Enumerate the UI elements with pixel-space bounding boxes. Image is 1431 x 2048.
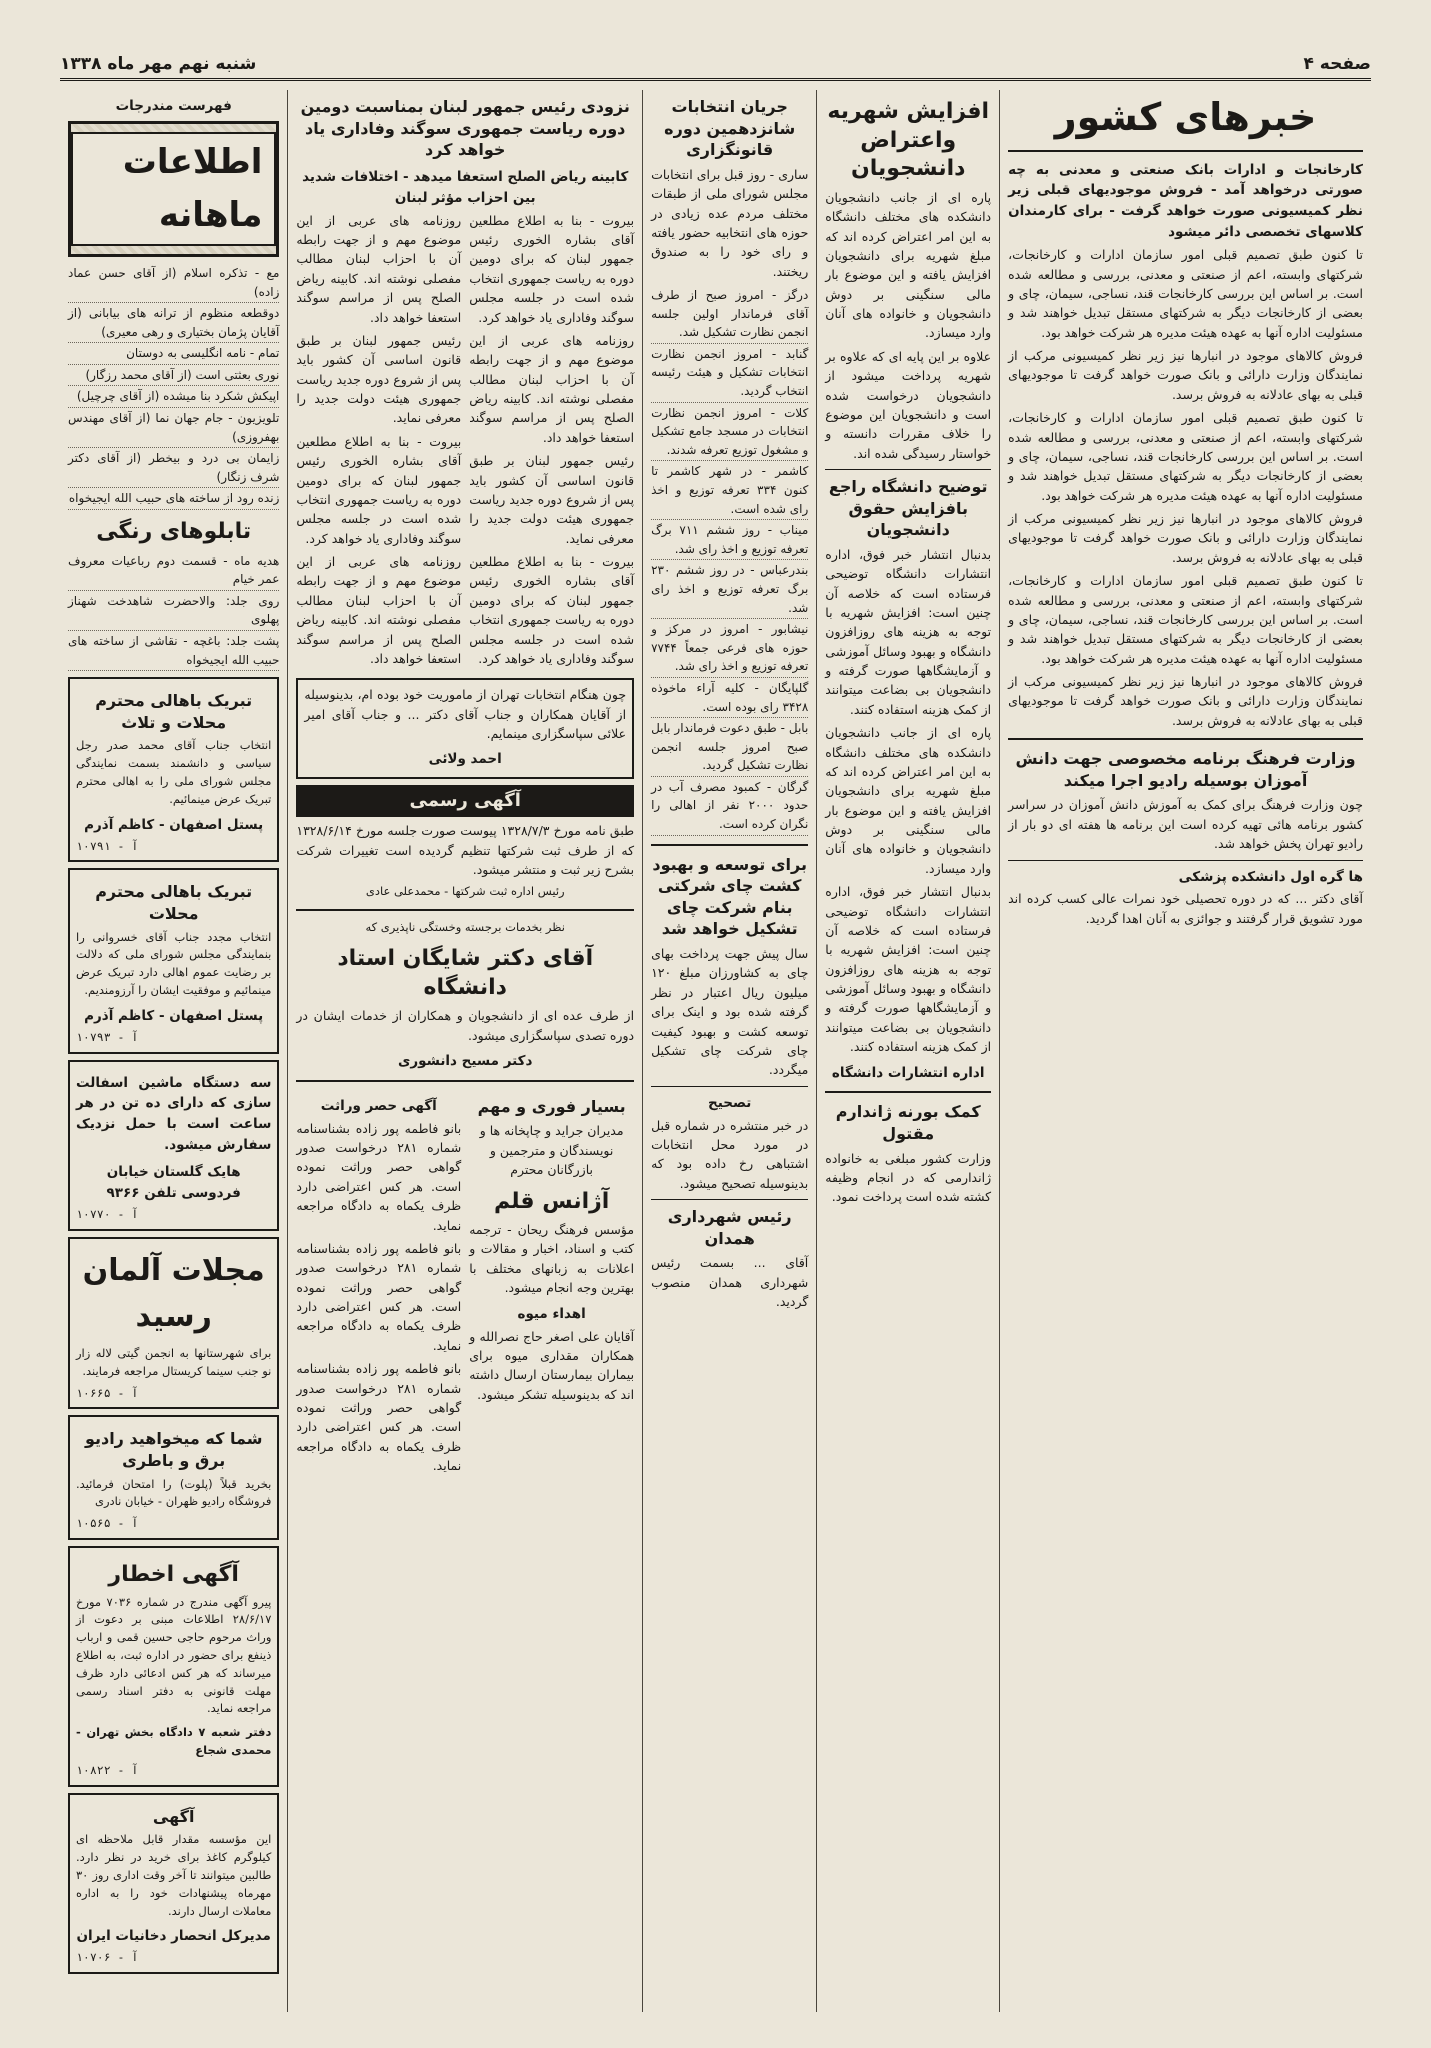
- town-report: گرگان - کمبود مصرف آب در حدود ۲۰۰۰ نفر از اهالی را نگران کرده است.: [651, 777, 808, 836]
- gendarme-headline: کمک بورنه ژاندارم مقتول: [835, 1102, 981, 1144]
- warning-body: پیرو آگهی مندرج در شماره ۷۰۳۶ مورخ ۲۸/۶/۱۷ اطلاعات مبنی بر دعوت از وراث مرحوم حاجی حسین قمی و ارباب ذینفع برای حضور در اداره ثبت، به اطلاع میرساند که هر کس ادعائی دارد ظرف مهلت قانونی به دفتر اسناد رسمی مراجعه نماید.: [76, 1594, 272, 1716]
- important-headline: بسیار فوری و مهم: [477, 1096, 626, 1116]
- elections-body: ساری - روز قبل برای انتخابات مجلس شورای ملی از طبقات مختلف مردم عده زیادی در حوزه های انتخابیه حضور یافته و رای خود را به صندوق ریختند.: [651, 166, 809, 279]
- col-national-news: [999, 90, 1371, 2012]
- contents-item: اپیکش شکرد بنا میشده (از آقای چرچیل): [68, 386, 279, 408]
- elections-headline: جریان انتخابات شانزدهمین دوره قانونگزاری: [664, 97, 796, 160]
- divider: [296, 1080, 634, 1082]
- donation-headline: اهداء میوه: [517, 1305, 586, 1322]
- colored-painting-item: هدیه ماه - قسمت دوم رباعیات معروف عمر خیام: [68, 551, 279, 591]
- medicine-headline: ها گره اول دانشکده پزشکی: [1178, 868, 1363, 885]
- warning-ad: [68, 1546, 279, 1787]
- divider: [825, 469, 991, 470]
- town-report: کلات - امروز انجمن نظارت انتخابات در مسجد جامع تشکیل و مشغول توزیع تعرفه شدند.: [651, 403, 808, 462]
- professor-sign: دکتر مسیح دانشوری: [398, 1052, 533, 1069]
- congrats-ad-1: [68, 677, 279, 862]
- congrats1-headline: تبریک باهالی محترم محلات و تلاث: [95, 691, 253, 732]
- divider: [1008, 150, 1363, 152]
- town-report: گلپایگان - کلیه آراء ماخوذه ۳۴۲۸ رای بوده است.: [651, 678, 808, 718]
- divider: [1008, 860, 1363, 861]
- inheritance-body-3: بانو فاطمه پور زاده بشناسنامه شماره ۲۸۱ درخواست صدور گواهی حصر وراثت نموده است. هر کس اعتراضی دارد ظرف یکماه به دادگاه مراجعه نماید.: [296, 1361, 462, 1474]
- town-reports: [651, 285, 808, 836]
- lebanon-body-8: روزنامه های عربی از این موضوع مهم و از جهت رابطه آن با احزاب لبنان مطالب مفصلی نوشته اند. کابینه ریاض الصلح پس از مراسم سوگند استعفا خواهد داد.: [296, 554, 462, 666]
- divider: [651, 1086, 808, 1087]
- town-report: میناب - روز ششم ۷۱۱ برگ تعرفه توزیع و اخذ رای شد.: [651, 520, 808, 560]
- magazine-name: اطلاعات ماهانه: [71, 132, 276, 245]
- divider: [296, 909, 634, 911]
- columns: [60, 90, 1371, 2012]
- german-body: برای شهرستانها به انجمن گیتی لاله زار نو جنب سینما کریستال مراجعه فرمایند.: [76, 1345, 272, 1378]
- contents-item: زنده رود از ساخته های حبیب الله ایجیخواه: [68, 488, 279, 510]
- contents-item: زایمان بی درد و بیخطر (از آقای دکتر شرف زنگار): [68, 448, 279, 488]
- magazine-masthead: [68, 121, 279, 257]
- lead-headline: کارخانجات و ادارات بانک صنعتی و معدنی به چه صورتی درخواهد آمد - فروش موجودیهای قبلی زیر نظر کمیسیونی صورت خواهد گرفت - برای کارمندان کلاسهای تخصصی دائر میشود: [1008, 161, 1363, 241]
- inheritance-body: بانو فاطمه پور زاده بشناسنامه شماره ۲۸۱ درخواست صدور گواهی حصر وراثت نموده است. هر کس اعتراضی دارد ظرف یکماه به دادگاه مراجعه نماید.: [296, 1120, 462, 1233]
- tobacco-body: این مؤسسه مقدار قابل ملاحظه ای کیلوگرم کاغذ برای خرید در نظر دارد. طالبین میتوانند تا آخر وقت اداری روز ۳۰ مهرماه پیشنهادات خود را به اداره معاملات ارسال دارند.: [76, 1832, 272, 1918]
- gendarme-body: وزارت کشور مبلغی به خانواده ژاندارمی که در انجام وظیفه کشته شده است پرداخت نمود.: [825, 1150, 992, 1205]
- issue-date: شنبه نهم مهر ماه ۱۳۳۸: [60, 54, 257, 74]
- congrats1-ref: آ - ۱۰۷۹۱: [76, 838, 139, 853]
- lebanon-body-7: بیروت - بنا به اطلاع مطلعین آقای بشاره الخوری رئیس جمهور لبنان که برای دومین دوره به ریاست جمهوری انتخاب شده است در جلسه مجلس سوگند وفاداری یاد خواهد کرد.: [296, 433, 462, 546]
- divider: [651, 844, 808, 846]
- machine-ref: آ - ۱۰۷۷۰: [76, 1207, 139, 1222]
- german-magazines-ad: [68, 1237, 279, 1409]
- congrats1-body: انتخاب جناب آقای محمد صدر رجل سیاسی و دانشمند بسمت نمایندگی مجلس شورای ملی را به اهالی محترم تبریک عرض مینمائیم.: [76, 738, 272, 806]
- page-header: [60, 50, 1371, 81]
- tuition-headline: افزایش شهریه واعتراض دانشجویان: [827, 99, 990, 182]
- tobacco-sign: مدیرکل انحصار دخانیات ایران: [76, 1928, 271, 1945]
- tobacco-headline: آگهی: [152, 1806, 195, 1826]
- lebanon-body-2: روزنامه های عربی از این موضوع مهم و از جهت رابطه آن با احزاب لبنان مطالب مفصلی نوشته اند. کابینه ریاض الصلح پس از مراسم سوگند استعفا خواهد داد.: [469, 332, 635, 445]
- town-report: بندرعباس - در روز ششم ۲۳۰ برگ تعرفه توزیع و اخذ رای شد.: [651, 560, 808, 619]
- town-report: کاشمر - در شهر کاشمر تا کنون ۳۳۴ تعرفه توزیع و اخذ رای شده است.: [651, 461, 808, 520]
- lebanon-subheadline: کابینه ریاض الصلح استعفا میدهد - اختلافات شدید بین احزاب مؤثر لبنان: [302, 168, 629, 206]
- explain-body-cont: پاره ای از جانب دانشجویان دانشکده های مختلف دانشگاه به این امر اعتراض کرده اند که مبلغ شهریه برای دانشجویان افزایش یافته و این موضوع بار مالی سنگینی بر دوش دانشجویان و خانواده های آنان وارد میسازد.: [825, 725, 992, 876]
- congrats1-sign: پستل اصفهان - کاظم آذرم: [84, 816, 264, 833]
- professor-intro: نظر بخدمات برجسته وخستگی ناپذیری که: [365, 920, 565, 935]
- contents-list: [68, 263, 279, 510]
- divider: [651, 1199, 808, 1200]
- congrats2-headline: تبریک باهالی محترم محلات: [95, 882, 253, 923]
- colored-paintings-headline: تابلوهای رنگی: [96, 519, 252, 545]
- congrats2-ref: آ - ۱۰۷۹۳: [76, 1029, 139, 1044]
- contents-item: تلویزیون - جام جهان نما (از آقای مهندس بهفروزی): [68, 408, 279, 448]
- culture-body: چون وزارت فرهنگ برای کمک به آموزش دانش آموزان در سراسر کشور برنامه هائی تهیه کرده است این برنامه ها هفته ای دو بار از رادیو تهران پخش خواهد شد.: [1008, 797, 1363, 852]
- donation-body: آقایان علی اصغر حاج نصرالله و همکاران مقداری میوه برای بیماران بیمارستان ارسال داشته اند که بدینوسیله تشکر میشود.: [469, 1328, 635, 1402]
- town-report: نیشابور - امروز در مرکز و حوزه های فرعی جمعاً ۷۷۴۴ تعرفه توزیع و اخذ رای شد.: [651, 619, 808, 678]
- thanks-notice: [296, 678, 634, 779]
- colored-painting-item: روی جلد: والاحضرت شاهدخت شهناز پهلوی: [68, 591, 279, 631]
- town-report: گنابد - امروز انجمن نظارت انتخابات تشکیل و هیئت رئیسه انتخاب گردید.: [651, 344, 808, 403]
- tobacco-ad: [68, 1793, 279, 1974]
- explain-body: بدنبال انتشار خبر فوق، اداره انتشارات دانشگاه توضیحی فرستاده است که خلاصه آن چنین است: افزایش شهریه با توجه به هزینه های روزافزون دانشگاه و بهبود وسائل آموزشی و آزمایشگاهها صورت گرفته و دانشجویان بی بضاعت میتوانند از کمک هزینه استفاده کنند.: [825, 546, 992, 717]
- news-title: خبرهای کشور: [1054, 95, 1317, 139]
- lebanon-body-1: بیروت - بنا به اطلاع مطلعین آقای بشاره الخوری رئیس جمهور لبنان که برای دومین دوره به ریاست جمهوری انتخاب شده است در جلسه مجلس سوگند وفاداری یاد خواهد کرد.: [469, 212, 635, 325]
- lebanon-headline: نزودی رئیس جمهور لبنان بمناسبت دومین دوره ریاست جمهوری سوگند وفاداری یاد خواهد کرد: [300, 97, 630, 160]
- mayor-headline: رئیس شهرداری همدان: [667, 1207, 792, 1248]
- congrats2-sign: پستل اصفهان - کاظم آذرم: [84, 1007, 264, 1024]
- page-number: صفحه ۴: [1303, 54, 1371, 74]
- correction-headline: تصحیح: [708, 1094, 752, 1111]
- inheritance-headline: آگهی حصر وراثت: [320, 1097, 437, 1114]
- professor-body: از طرف عده ای از دانشجویان و همکاران از خدمات ایشان در دوره تصدی سپاسگزاری میشود.: [296, 1008, 635, 1043]
- contents-item: تمام - نامه انگلیسی به دوستان: [68, 343, 279, 365]
- medicine-body: آقای دکتر ... که در دوره تحصیلی خود نمرات عالی کسب کرده اند مورد تشویق قرار گرفتند و جوائزی به آنان اهدا گردید.: [1008, 891, 1363, 926]
- town-report: بابل - طبق دعوت فرماندار بابل صبح امروز جلسه انجمن نظارت تشکیل گردید.: [651, 718, 808, 777]
- lead-body-4: فروش کالاهای موجود در انبارها نیز زیر نظر کمیسیونی مرکب از نمایندگان وزارت دارائی و بانک صورت خواهد گرفت تا موجودیهای قبلی به بهای عادلانه به فروش برسد.: [1008, 511, 1363, 565]
- col-ads: [60, 90, 287, 2012]
- tuition-body-2: علاوه بر این پایه ای که علاوه بر شهریه پرداخت میشود از دانشجویان درخواست شده است و دانشجویان این موضوع را خلاف مقررات دانسته و خواستار رسیدگی شده اند.: [825, 348, 992, 461]
- col-elections: [642, 90, 816, 2012]
- lead-body-2: فروش کالاهای موجود در انبارها نیز زیر نظر کمیسیونی مرکب از نمایندگان وزارت دارائی و بانک صورت خواهد گرفت تا موجودیهای قبلی به بهای عادلانه به فروش برسد.: [1008, 348, 1363, 402]
- lebanon-body-6: رئیس جمهور لبنان بر طبق قانون اساسی آن کشور باید پس از شروع دوره جدید ریاست جمهوری هیئت دولت جدید را معرفی نماید.: [296, 332, 462, 426]
- tuition-body-1: پاره ای از جانب دانشجویان دانشکده های مختلف دانشگاه به این امر اعتراض کرده اند که مبلغ شهریه برای دانشجویان افزایش یافته و این موضوع بار مالی سنگینی بر دوش دانشجویان و خانواده های آنان وارد میسازد.: [825, 189, 992, 341]
- agency-body: مؤسس فرهنگ ریحان - ترجمه کتب و اسناد، اخبار و مقالات و اعلانات به زبانهای مختلف با بهترین وجه انجام میشود.: [469, 1222, 635, 1296]
- explain-headline: توضیح دانشگاه راجع بافزایش حقوق دانشجویان: [828, 477, 988, 540]
- lebanon-body-columns: [296, 211, 634, 673]
- explain-signoff: اداره انتشارات دانشگاه: [831, 1064, 985, 1081]
- mayor-body: آقای ... بسمت رئیس شهرداری همدان منصوب گردید.: [651, 1255, 809, 1310]
- machine-contact: هایک گلستان خیابان فردوسی تلفن ۹۳۶۶: [106, 1164, 241, 1202]
- colored-painting-item: پشت جلد: باغچه - نقاشی از ساخته های حبیب الله ایجیخواه: [68, 631, 279, 671]
- machine-headline: سه دستگاه ماشین اسفالت سازی که دارای ده تن در هر ساعت است با حمل نزدیک سفارش میشود.: [76, 1074, 272, 1154]
- lebanon-body-4: بیروت - بنا به اطلاع مطلعین آقای بشاره الخوری رئیس جمهور لبنان که برای دومین دوره به ریاست جمهوری انتخاب شده است در جلسه مجلس سوگند وفاداری یاد خواهد کرد.: [469, 554, 635, 666]
- contents-item: نوری بعثتی است (از آقای محمد رزگار): [68, 365, 279, 387]
- lebanon-body-5: روزنامه های عربی از این موضوع مهم و از جهت رابطه آن با احزاب لبنان مطالب مفصلی نوشته اند. کابینه ریاض الصلح پس از مراسم سوگند استعفا خواهد داد.: [296, 212, 462, 325]
- tea-body: سال پیش جهت پرداخت بهای چای به کشاورزان مبلغ ۱۲۰ میلیون ریال اعتبار در نظر گرفته شده بود و اینک برای توسعه کشت و بهبود کیفیت چای شرکت چای تشکیل میگردد.: [651, 946, 809, 1078]
- machine-ad: [68, 1060, 279, 1231]
- lead-body-6: فروش کالاهای موجود در انبارها نیز زیر نظر کمیسیونی مرکب از نمایندگان وزارت دارائی و بانک صورت خواهد گرفت تا موجودیهای قبلی به بهای عادلانه به فروش برسد.: [1008, 674, 1363, 728]
- official-notice-body: طبق نامه مورخ ۱۳۲۸/۷/۳ پیوست صورت جلسه مورخ ۱۳۲۸/۶/۱۴ که از طرف ثبت شرکتها تنظیم گردیده است تغییرات شرکت بشرح زیر ثبت و منتشر میشود.: [296, 823, 635, 877]
- warning-ref: آ - ۱۰۸۲۲: [76, 1762, 139, 1777]
- professor-headline: آقای دکتر شایگان استاد دانشگاه: [337, 945, 594, 1000]
- colored-paintings-list: [68, 551, 279, 672]
- contents-title: فهرست مندرجات: [115, 98, 232, 114]
- col-lebanon: [287, 90, 642, 2012]
- official-notice-headline: آگهی رسمی: [296, 785, 634, 817]
- important-body: مدیران جراید و چاپخانه ها و نویسندگان و مترجمین و بازرگانان محترم: [479, 1123, 624, 1178]
- warning-headline: آگهی اخطار: [108, 1561, 239, 1587]
- bottom-notices: [296, 1090, 634, 1480]
- radio-ad: [68, 1415, 279, 1540]
- divider: [825, 1091, 991, 1093]
- lebanon-body-3: رئیس جمهور لبنان بر طبق قانون اساسی آن کشور باید پس از شروع دوره جدید ریاست جمهوری هیئت دولت جدید را معرفی نماید.: [469, 453, 635, 546]
- german-headline: مجلات آلمان رسید: [82, 1252, 265, 1335]
- correction-body: در خبر منتشره در شماره قبل در مورد محل انتخابات اشتباهی رخ داده بود که بدینوسیله تصحیح میشود.: [651, 1117, 809, 1191]
- tobacco-ref: آ - ۱۰۷۰۶: [76, 1950, 139, 1965]
- congrats-ad-2: [68, 868, 279, 1053]
- radio-body: بخرید قبلاً (پلوت) را امتحان فرمائید. فروشگاه رادیو ظهران - خیابان نادری: [76, 1476, 272, 1509]
- official-notice-sign: رئیس اداره ثبت شرکتها - محمدعلی عادی: [365, 884, 565, 899]
- lead-body-5: تا کنون طبق تصمیم قبلی امور سازمان ادارات و کارخانجات، شرکتهای وابسته، اعم از صنعتی و معدنی، بررسی و مطالعه شده است. بر اساس این بررسی کارخانجات قند، نساجی، سیمان، چای و بعضی از کارخانجات دیگر به شرکتهای مستقل تبدیل خواهند شد و مسئولیت اداره آنها به عهده هیئت مدیره هر شرکت خواهد بود.: [1008, 573, 1363, 666]
- congrats2-body: انتخاب مجدد جناب آقای خسروانی را بنمایندگی مجلس شورای ملی که دلالت بر رضایت عموم اهالی دارد تبریک عرض مینمائیم و موفقیت ایشان را آرزومندیم.: [76, 929, 272, 997]
- warning-sign: دفتر شعبه ۷ دادگاه بخش تهران - محمدی شجاع: [76, 1725, 272, 1758]
- contents-item: مع - تذکره اسلام (از آقای حسن عماد زاده): [68, 263, 279, 303]
- agency-name: آژانس قلم: [493, 1188, 610, 1214]
- lead-body: تا کنون طبق تصمیم قبلی امور سازمان ادارات و کارخانجات، شرکتهای وابسته، اعم از صنعتی و معدنی، بررسی و مطالعه شده است. بر اساس این بررسی کارخانجات قند، نساجی، سیمان، چای و بعضی از کارخانجات دیگر به شرکتهای مستقل تبدیل خواهند شد و مسئولیت اداره آنها به عهده هیئت مدیره هر شرکت خواهد بود.: [1008, 247, 1363, 340]
- contents-item: دوقطعه منظوم از ترانه های بیابانی (از آقایان پژمان بختیاری و رهی معیری): [68, 303, 279, 343]
- german-ref: آ - ۱۰۶۶۵: [76, 1385, 139, 1400]
- radio-headline: شما که میخواهید رادیو برق و باطری: [84, 1429, 263, 1470]
- inheritance-body-2: بانو فاطمه پور زاده بشناسنامه شماره ۲۸۱ درخواست صدور گواهی حصر وراثت نموده است. هر کس اعتراضی دارد ظرف یکماه به دادگاه مراجعه نماید.: [296, 1240, 462, 1353]
- divider: [1008, 738, 1363, 740]
- tea-headline: برای توسعه و بهبود کشت چای شرکتی بنام شرکت چای تشکیل خواهد شد: [652, 854, 807, 939]
- radio-ref: آ - ۱۰۵۶۵: [76, 1516, 139, 1531]
- lead-body-3: تا کنون طبق تصمیم قبلی امور سازمان ادارات و کارخانجات، شرکتهای وابسته، اعم از صنعتی و معدنی، بررسی و مطالعه شده است. بر اساس این بررسی کارخانجات قند، نساجی، سیمان، چای و بعضی از کارخانجات دیگر به شرکتهای مستقل تبدیل خواهند شد و مسئولیت اداره آنها به عهده هیئت مدیره هر شرکت خواهد بود.: [1008, 410, 1363, 503]
- culture-headline: وزارت فرهنگ برنامه مخصوصی جهت دانش آموزان بوسیله رادیو اجرا میکند: [1015, 749, 1356, 790]
- col-tuition: [816, 90, 999, 2012]
- town-report: درگز - امروز صبح از طرف آقای فرماندار اولین جلسه انجمن نظارت تشکیل شد.: [651, 285, 808, 344]
- thanks-sign: احمد ولائی: [428, 751, 502, 768]
- explain-body-cont-2: بدنبال انتشار خبر فوق، اداره انتشارات دانشگاه توضیحی فرستاده است که خلاصه آن چنین است: افزایش شهریه با توجه به هزینه های روزافزون دانشگاه و بهبود وسائل آموزشی و آزمایشگاهها صورت گرفته و دانشجویان بی بضاعت میتوانند از کمک هزینه استفاده کنند.: [825, 884, 992, 1055]
- thanks-body: چون هنگام انتخابات تهران از ماموریت خود بوده ام، بدینوسیله از آقایان همکاران و جناب آقای دکتر ... و جناب آقای امیر علائی سپاسگزاری مینمایم.: [304, 687, 627, 741]
